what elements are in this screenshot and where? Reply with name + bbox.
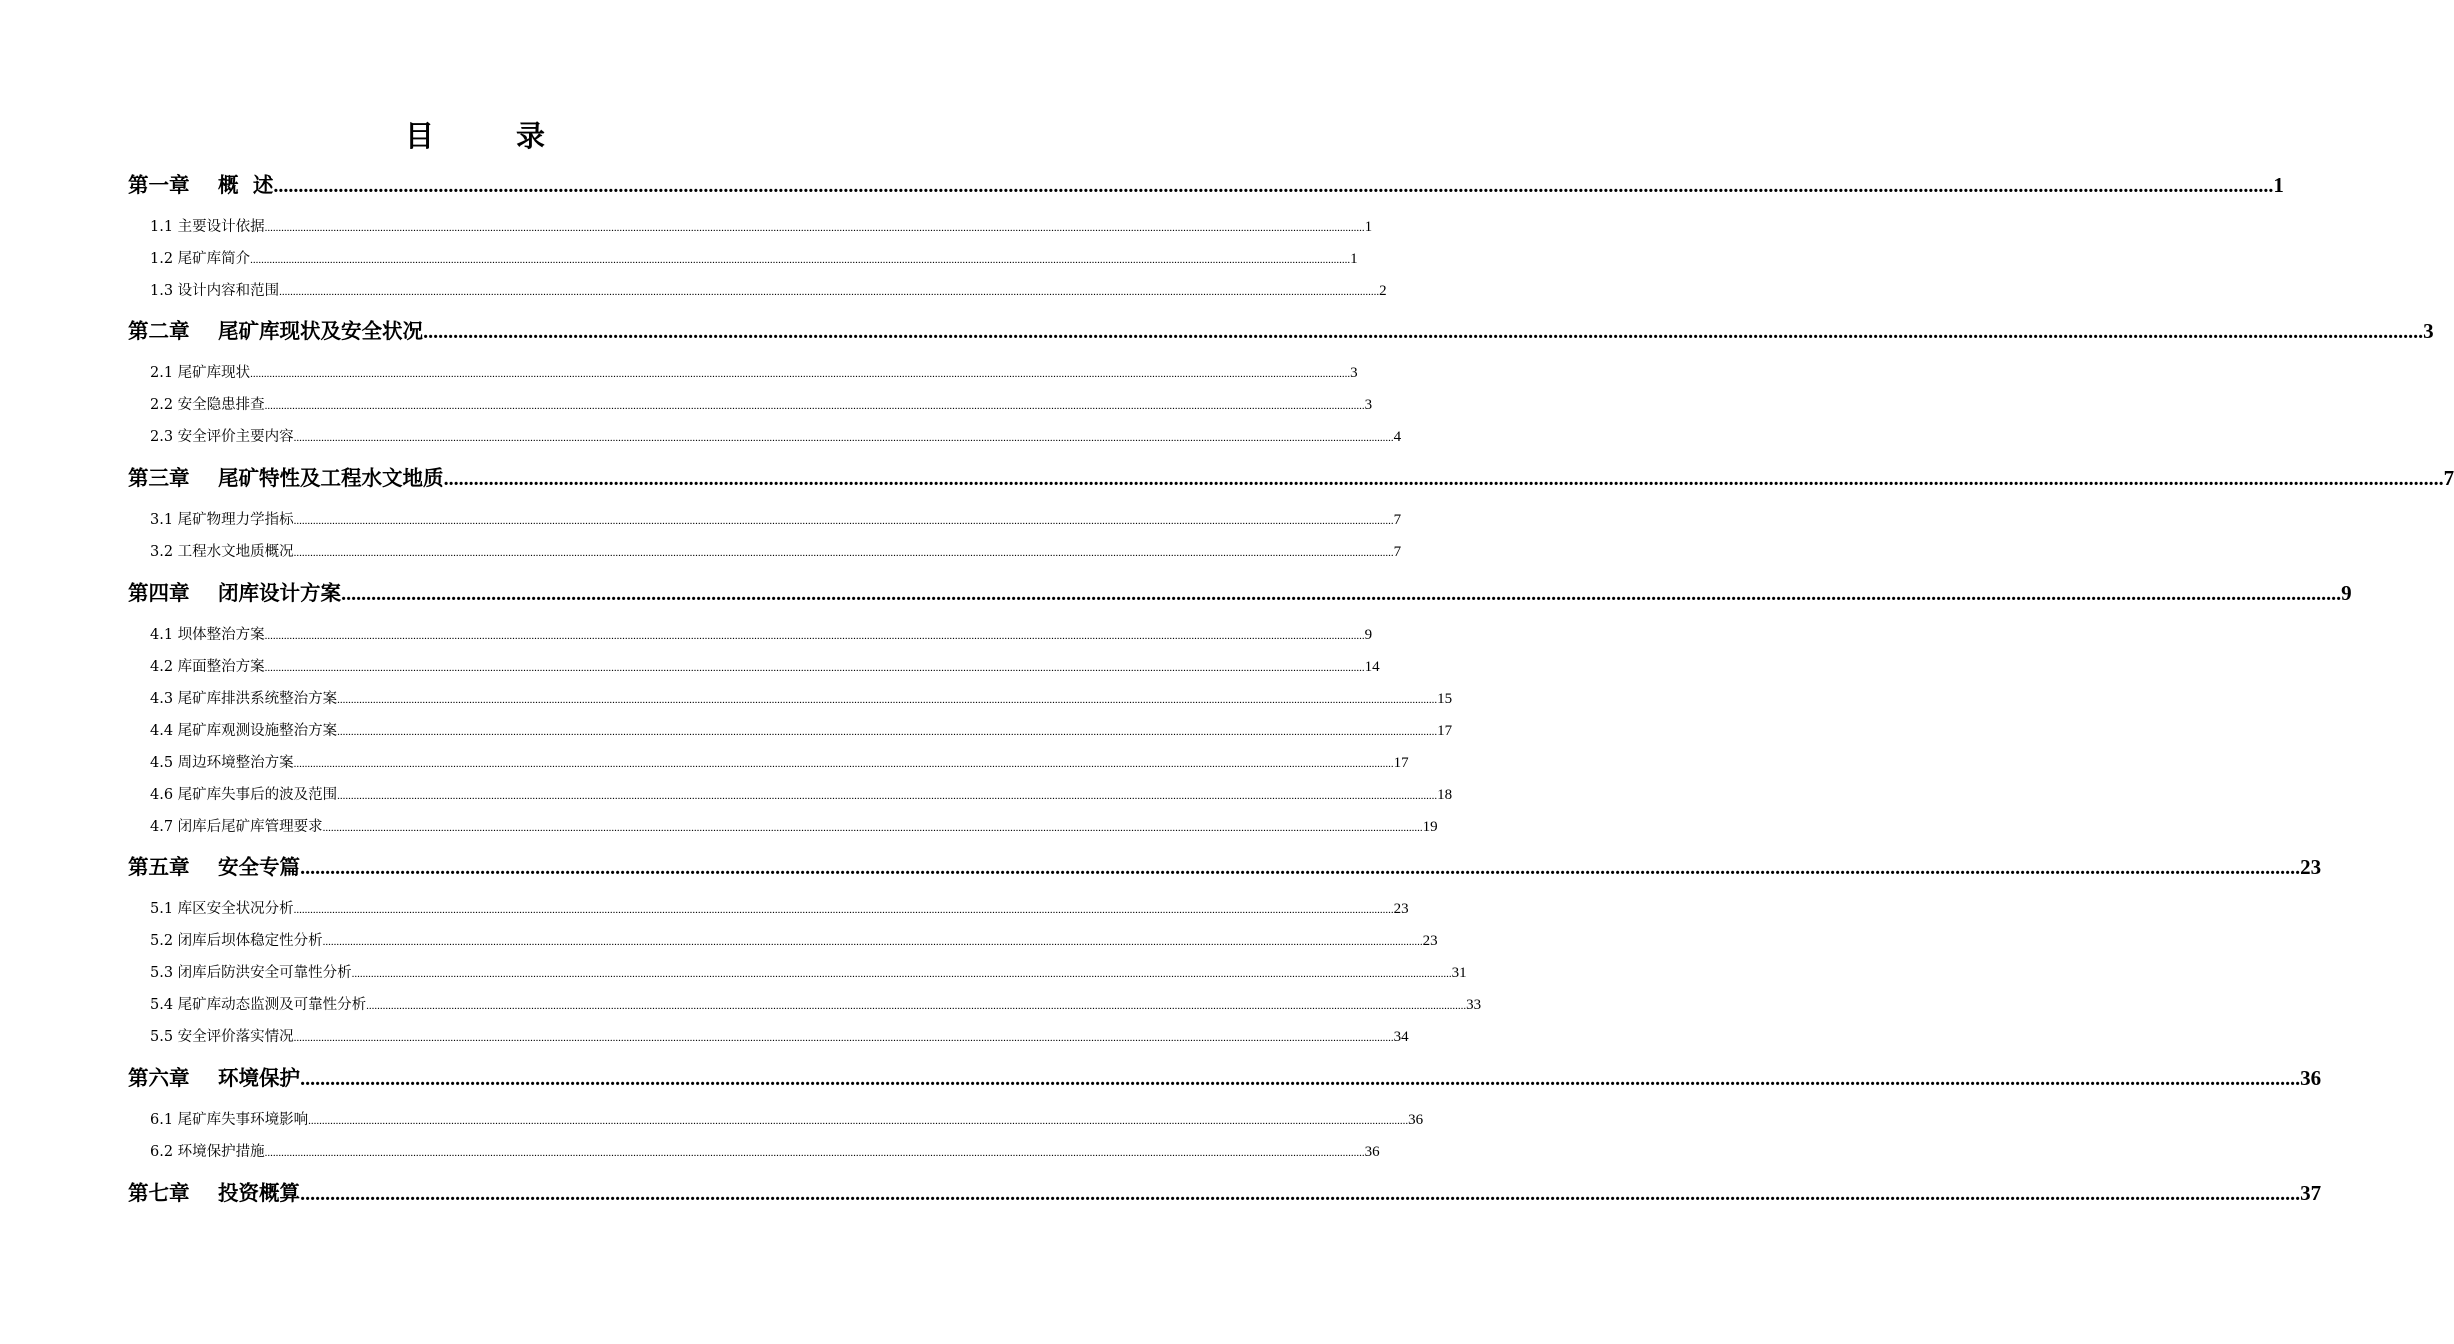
toc-section-entry[interactable] — [150, 657, 1380, 678]
toc-entry-label: 1.1 主要设计依据 — [150, 219, 265, 235]
toc-page-number: 36 — [2300, 1066, 2322, 1090]
toc-entry-label: 4.1 坝体整治方案 — [150, 627, 265, 643]
dot-leader: ................................................................................................................................................................................................................................................................................................................................................................................................................ — [337, 790, 1438, 802]
dot-leader: ................................................................................................................................................................................................................................................................................................................................................................................................................ — [279, 286, 1380, 298]
toc-page-number: 3 — [1364, 397, 1373, 413]
toc-chapter-entry[interactable] — [128, 578, 2352, 609]
dot-leader: ................................................................................................................................................................................................................................................................................................................................................................................................................ — [293, 1032, 1394, 1044]
toc-page-number: 34 — [1393, 1029, 1409, 1045]
toc-page-number: 1 — [2273, 173, 2284, 197]
toc-section-entry[interactable] — [150, 249, 1358, 270]
toc-entry-label: 4.5 周边环境整治方案 — [150, 755, 294, 771]
toc-section-entry[interactable] — [150, 689, 1453, 710]
toc-page-number: 9 — [1364, 627, 1373, 643]
toc-entry-label: 4.7 闭库后尾矿库管理要求 — [150, 819, 323, 835]
dot-leader: ................................................................................................................................................................................................................................................................................................................................................................................................................ — [264, 1147, 1365, 1159]
toc-entry-label: 5.4 尾矿库动态监测及可靠性分析 — [150, 997, 367, 1013]
toc-page-number: 2 — [1379, 283, 1387, 299]
toc-section-entry[interactable] — [150, 1027, 1409, 1048]
toc-page-number: 19 — [1422, 819, 1438, 835]
dot-leader: ................................................................................................................................................................................................................................................................................................................................................................................................................ — [443, 468, 2444, 490]
toc-section-entry[interactable] — [150, 363, 1358, 384]
toc-page-number: 37 — [2300, 1181, 2322, 1205]
dot-leader: ................................................................................................................................................................................................................................................................................................................................................................................................................ — [293, 904, 1394, 916]
toc-entry-label: 2.2 安全隐患排查 — [150, 397, 265, 413]
toc-entry-label: 4.6 尾矿库失事后的波及范围 — [150, 787, 338, 803]
toc-entry-label: 1.3 设计内容和范围 — [150, 283, 280, 299]
toc-chapter-entry[interactable] — [128, 1063, 2322, 1094]
toc-page-number: 7 — [1393, 544, 1402, 560]
toc-section-entry[interactable] — [150, 899, 1409, 920]
dot-leader: ................................................................................................................................................................................................................................................................................................................................................................................................................ — [273, 175, 2274, 197]
dot-leader: ................................................................................................................................................................................................................................................................................................................................................................................................................ — [366, 1000, 1467, 1012]
toc-section-entry[interactable] — [150, 785, 1453, 806]
toc-entry-label: 第一章 概 述 — [128, 173, 274, 197]
toc-entry-label: 1.2 尾矿库简介 — [150, 251, 251, 267]
dot-leader: ................................................................................................................................................................................................................................................................................................................................................................................................................ — [293, 758, 1394, 770]
toc-entry-label: 第二章 尾矿库现状及安全状况 — [128, 319, 424, 343]
toc-page-number: 1 — [1364, 219, 1373, 235]
toc-chapter-entry[interactable] — [128, 316, 2434, 347]
toc-section-entry[interactable] — [150, 1110, 1424, 1131]
toc-section-entry[interactable] — [150, 995, 1482, 1016]
toc-entry-label: 5.1 库区安全状况分析 — [150, 901, 294, 917]
dot-leader: ................................................................................................................................................................................................................................................................................................................................................................................................................ — [322, 822, 1423, 834]
dot-leader: ................................................................................................................................................................................................................................................................................................................................................................................................................ — [300, 857, 2301, 879]
dot-leader: ................................................................................................................................................................................................................................................................................................................................................................................................................ — [300, 1183, 2301, 1205]
dot-leader: ................................................................................................................................................................................................................................................................................................................................................................................................................ — [293, 432, 1394, 444]
toc-page-number: 7 — [2443, 466, 2454, 490]
toc-page-number: 7 — [1393, 512, 1402, 528]
toc-page-number: 14 — [1364, 659, 1380, 675]
dot-leader: ................................................................................................................................................................................................................................................................................................................................................................................................................ — [264, 400, 1365, 412]
toc-page-number: 1 — [1350, 251, 1358, 267]
toc-chapter-entry[interactable] — [128, 463, 2454, 494]
toc-entry-label: 4.2 库面整治方案 — [150, 659, 265, 675]
toc-section-entry[interactable] — [150, 427, 1402, 448]
toc-entry-label: 6.1 尾矿库失事环境影响 — [150, 1112, 309, 1128]
toc-section-entry[interactable] — [150, 721, 1453, 742]
toc-section-entry[interactable] — [150, 753, 1409, 774]
toc-page-number: 3 — [1350, 365, 1358, 381]
toc-page-number: 9 — [2341, 581, 2352, 605]
toc-page-number: 36 — [1408, 1112, 1424, 1128]
toc-page-number: 33 — [1466, 997, 1482, 1013]
dot-leader: ................................................................................................................................................................................................................................................................................................................................................................................................................ — [308, 1115, 1409, 1127]
toc-section-entry[interactable] — [150, 817, 1438, 838]
dot-leader: ................................................................................................................................................................................................................................................................................................................................................................................................................ — [293, 547, 1394, 559]
toc-section-entry[interactable] — [150, 281, 1387, 302]
toc-entry-label: 2.3 安全评价主要内容 — [150, 429, 294, 445]
dot-leader: ................................................................................................................................................................................................................................................................................................................................................................................................................ — [250, 368, 1351, 380]
toc-entry-label: 第六章 环境保护 — [128, 1066, 301, 1090]
toc-entry-label: 4.3 尾矿库排洪系统整治方案 — [150, 691, 338, 707]
toc-section-entry[interactable] — [150, 931, 1438, 952]
dot-leader: ................................................................................................................................................................................................................................................................................................................................................................................................................ — [423, 321, 2424, 343]
dot-leader: ................................................................................................................................................................................................................................................................................................................................................................................................................ — [337, 694, 1438, 706]
toc-entry-label: 5.5 安全评价落实情况 — [150, 1029, 294, 1045]
toc-section-entry[interactable] — [150, 1142, 1380, 1163]
toc-page-number: 17 — [1393, 755, 1409, 771]
toc-page-number: 31 — [1451, 965, 1467, 981]
toc-chapter-entry[interactable] — [128, 170, 2284, 201]
toc-entry-label: 6.2 环境保护措施 — [150, 1144, 265, 1160]
toc-page-number: 23 — [2300, 855, 2322, 879]
toc-section-entry[interactable] — [150, 217, 1373, 238]
dot-leader: ................................................................................................................................................................................................................................................................................................................................................................................................................ — [264, 630, 1365, 642]
toc-entry-label: 2.1 尾矿库现状 — [150, 365, 251, 381]
dot-leader: ................................................................................................................................................................................................................................................................................................................................................................................................................ — [293, 515, 1394, 527]
toc-title: 目 录 — [404, 119, 582, 153]
toc-page-number: 23 — [1393, 901, 1409, 917]
toc-page-number: 36 — [1364, 1144, 1380, 1160]
toc-entry-label: 5.2 闭库后坝体稳定性分析 — [150, 933, 323, 949]
toc-page-number: 15 — [1437, 691, 1453, 707]
toc-section-entry[interactable] — [150, 510, 1402, 531]
dot-leader: ................................................................................................................................................................................................................................................................................................................................................................................................................ — [264, 662, 1365, 674]
toc-entry-label: 3.1 尾矿物理力学指标 — [150, 512, 294, 528]
dot-leader: ................................................................................................................................................................................................................................................................................................................................................................................................................ — [351, 968, 1452, 980]
toc-entry-label: 5.3 闭库后防洪安全可靠性分析 — [150, 965, 352, 981]
toc-chapter-entry[interactable] — [128, 1178, 2322, 1209]
dot-leader: ................................................................................................................................................................................................................................................................................................................................................................................................................ — [337, 726, 1438, 738]
toc-entry-label: 第五章 安全专篇 — [128, 855, 301, 879]
toc-page-number: 4 — [1393, 429, 1402, 445]
toc-section-entry[interactable] — [150, 395, 1373, 416]
toc-entry-label: 第七章 投资概算 — [128, 1181, 301, 1205]
toc-section-entry[interactable] — [150, 625, 1373, 646]
toc-section-entry[interactable] — [150, 542, 1402, 563]
toc-entry-label: 第四章 闭库设计方案 — [128, 581, 342, 605]
toc-page-number: 23 — [1422, 933, 1438, 949]
toc-entry-label: 第三章 尾矿特性及工程水文地质 — [128, 466, 444, 490]
dot-leader: ................................................................................................................................................................................................................................................................................................................................................................................................................ — [322, 936, 1423, 948]
dot-leader: ................................................................................................................................................................................................................................................................................................................................................................................................................ — [250, 254, 1351, 266]
dot-leader: ................................................................................................................................................................................................................................................................................................................................................................................................................ — [300, 1068, 2301, 1090]
dot-leader: ................................................................................................................................................................................................................................................................................................................................................................................................................ — [341, 583, 2342, 605]
toc-page-number: 17 — [1437, 723, 1453, 739]
dot-leader: ................................................................................................................................................................................................................................................................................................................................................................................................................ — [264, 222, 1365, 234]
toc-entry-label: 3.2 工程水文地质概况 — [150, 544, 294, 560]
toc-page-number: 18 — [1437, 787, 1453, 803]
toc-entry-label: 4.4 尾矿库观测设施整治方案 — [150, 723, 338, 739]
toc-chapter-entry[interactable] — [128, 852, 2322, 883]
toc-section-entry[interactable] — [150, 963, 1467, 984]
toc-page-number: 3 — [2423, 319, 2434, 343]
